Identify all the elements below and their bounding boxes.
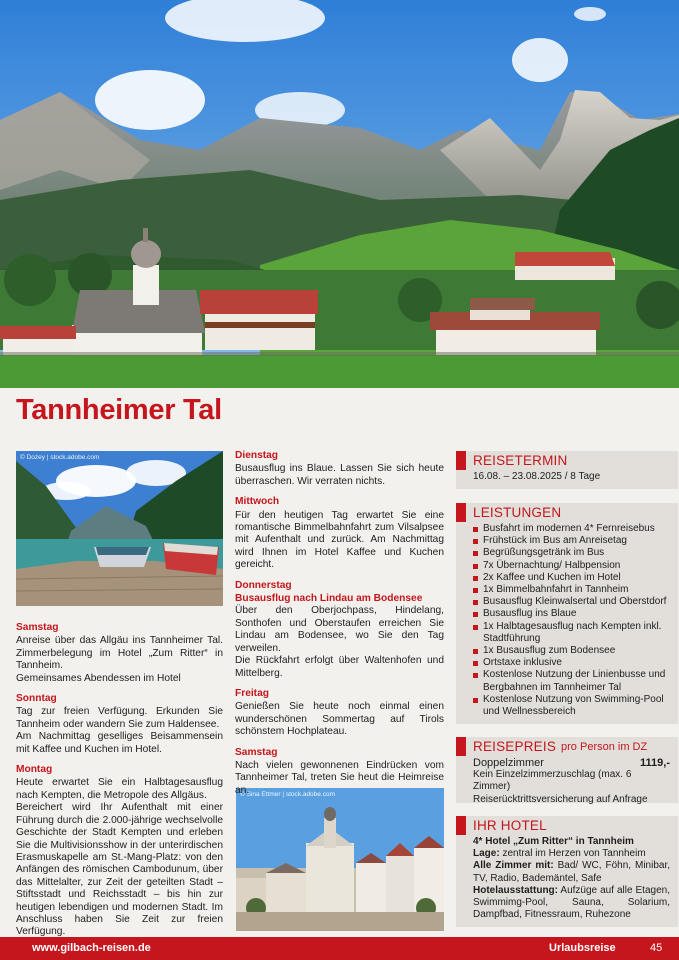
day-name: Freitag <box>235 687 269 699</box>
itinerary-day <box>235 747 444 798</box>
day-name: Montag <box>16 764 53 776</box>
hero-image <box>0 0 679 388</box>
list-item: 7x Übernachtung/ Halbpension <box>473 560 670 572</box>
day-text: Anreise über das Allgäu ins Tannheimer Tal. Zimmerbelegung im Hotel „Zum Ritter“ in Tannheim. <box>16 635 223 672</box>
day-text: Gemeinsames Abendessen im Hotel <box>16 672 181 684</box>
room-type: Doppelzimmer <box>473 757 544 769</box>
hotel-name: 4* Hotel „Zum Ritter“ in Tannheim <box>473 836 634 847</box>
day-text: Für den heutigen Tag erwartet Sie eine romantische Bimmelbahnfahrt zum Vilsalpsee mit Aufenthalt und zurück. Am Nachmittag wird Ihnen im Hotel Kaffee und Kuchen gereicht. <box>235 509 444 571</box>
header-marker <box>456 737 466 756</box>
itinerary-day <box>235 450 444 488</box>
list-item: Ortstaxe inklusive <box>473 657 670 669</box>
day-name: Mittwoch <box>235 496 280 508</box>
footer-bar <box>0 937 679 960</box>
itinerary-day <box>16 764 223 939</box>
itinerary-day <box>235 688 444 739</box>
list-item: 1x Bimmelbahnfahrt in Tannheim <box>473 584 670 596</box>
town-photo <box>236 788 444 931</box>
day-name: Dienstag <box>235 450 279 461</box>
list-item: 2x Kaffee und Kuchen im Hotel <box>473 572 670 584</box>
day-text: Bereichert wird Ihr Aufenthalt mit einer Führung durch die 2.000-jährige wechselvolle Geschichte der Stadt Kempten und erleben Sie die Multivisionsshow in der unterirdischen Erasmuskapelle am St.-Mang-Platz: von den Anfängen des römischen Cambodunum, über das Mittelalter, zur Zeit der geteilten Stadt – Stiftsstadt und Reichsstadt – bis hin zur heutigen lebendigen und modernen Stadt. Im Anschluss haben Sie Zeit zur freien Verfügung. <box>16 802 223 938</box>
leistungen-list <box>473 523 670 718</box>
reisetermin-value: 16.08. – 23.08.2025 / 8 Tage <box>473 471 601 482</box>
day-name: Donnerstag <box>235 579 292 591</box>
list-item: Busausflug Kleinwalsertal und Oberstdorf <box>473 596 670 608</box>
page-title: Tannheimer Tal <box>16 394 222 426</box>
hotel-lage: Lage: zentral im Herzen von Tannheim <box>473 848 646 860</box>
day-name: Samstag <box>235 746 278 758</box>
box-sublabel: pro Person im DZ <box>561 740 648 753</box>
photo-credit: © Dozey | stock.adobe.com <box>20 454 100 461</box>
day-text: Die Rückfahrt erfolgt über Waltenhofen und Mittelberg. <box>235 655 444 679</box>
reisepreis-box <box>456 737 678 803</box>
box-header <box>456 816 678 835</box>
price-note: Reiserücktrittsversicherung auf Anfrage <box>473 793 648 805</box>
itinerary-day <box>235 580 444 680</box>
day-name: Sonntag <box>16 693 57 705</box>
list-item: Busfahrt im modernen 4* Fernreisebus <box>473 523 670 535</box>
list-item: 1x Halbtagesausflug nach Kempten inkl. Stadtführung <box>473 621 670 645</box>
reisetermin-box <box>456 451 678 489</box>
list-item: Kostenlose Nutzung der Linienbusse und Bergbahnen im Tannheimer Tal <box>473 669 670 693</box>
day-text: Heute erwartet Sie ein Halbtagesausflug nach Kempten, die Metropole des Allgäus. <box>16 777 223 801</box>
leistungen-box <box>456 503 678 724</box>
list-item: Busausflug ins Blaue <box>473 608 670 620</box>
itinerary-column-1 <box>16 622 223 947</box>
day-text: Über den Oberjochpass, Hindelang, Sonthofen und Oberstaufen erreichen Sie Lindau am Bodensee, wo Sie den Tag verweilen. <box>235 605 444 654</box>
price-value: 1119,- <box>640 757 670 769</box>
box-header <box>456 503 678 522</box>
lake-photo <box>16 451 223 606</box>
hotel-zimmer: Alle Zimmer mit: Bad/ WC, Föhn, Minibar, TV, Radio, Bademäntel, Safe <box>473 860 671 884</box>
footer-category: Urlaubsreise <box>549 942 616 954</box>
box-header <box>456 737 678 756</box>
price-row <box>473 757 670 769</box>
day-text: Nach vielen gewonnenen Eindrücken vom Tannheimer Tal, treten Sie heut die Heimreise an. <box>235 759 444 796</box>
itinerary-day <box>235 496 444 571</box>
itinerary-day <box>16 693 223 756</box>
list-item: 1x Busausflug zum Bodensee <box>473 645 670 657</box>
list-item: Begrüßungsgetränk im Bus <box>473 547 670 559</box>
box-label: REISEPREIS <box>473 739 557 754</box>
itinerary-column-2 <box>235 450 444 805</box>
day-text: Tag zur freien Verfügung. Erkunden Sie Tannheim oder wandern Sie zum Haldensee. <box>16 706 223 730</box>
day-text: Genießen Sie heute noch einmal einen wunderschönen Sommertag auf Tirols schönstem Hochplateau. <box>235 701 444 738</box>
header-marker <box>456 451 466 470</box>
day-text: Am Nachmittag geselliges Beisammensein mit Kaffee und Kuchen im Hotel. <box>16 731 223 755</box>
photo-credit: © Sina Ettmer | stock.adobe.com <box>240 791 335 798</box>
hotel-box <box>456 816 678 927</box>
box-label: REISETERMIN <box>473 453 568 468</box>
itinerary-day <box>16 622 223 685</box>
list-item: Frühstück im Bus am Anreisetag <box>473 535 670 547</box>
list-item: Kostenlose Nutzung von Swimming-Pool und Wellnessbereich <box>473 694 670 718</box>
header-marker <box>456 503 466 522</box>
box-label: IHR HOTEL <box>473 818 547 833</box>
box-header <box>456 451 678 470</box>
price-note: Kein Einzelzimmerzuschlag (max. 6 Zimmer) <box>473 769 632 793</box>
day-text: Busausflug ins Blaue. Lassen Sie sich heute überraschen. Wir verraten nichts. <box>235 463 444 487</box>
header-marker <box>456 816 466 835</box>
box-label: LEISTUNGEN <box>473 505 562 520</box>
page-number: 45 <box>650 942 663 954</box>
day-name: Samstag <box>16 622 59 633</box>
website-link[interactable]: www.gilbach-reisen.de <box>32 942 151 954</box>
hotel-ausstattung: Hotelausstattung: Aufzüge auf alle Etagen, Swimmimg-Pool, Sauna, Solarium, Dampfbad, Fitnessraum, Ruhezone <box>473 884 670 921</box>
day-subtitle: Busausflug nach Lindau am Bodensee <box>235 593 423 605</box>
